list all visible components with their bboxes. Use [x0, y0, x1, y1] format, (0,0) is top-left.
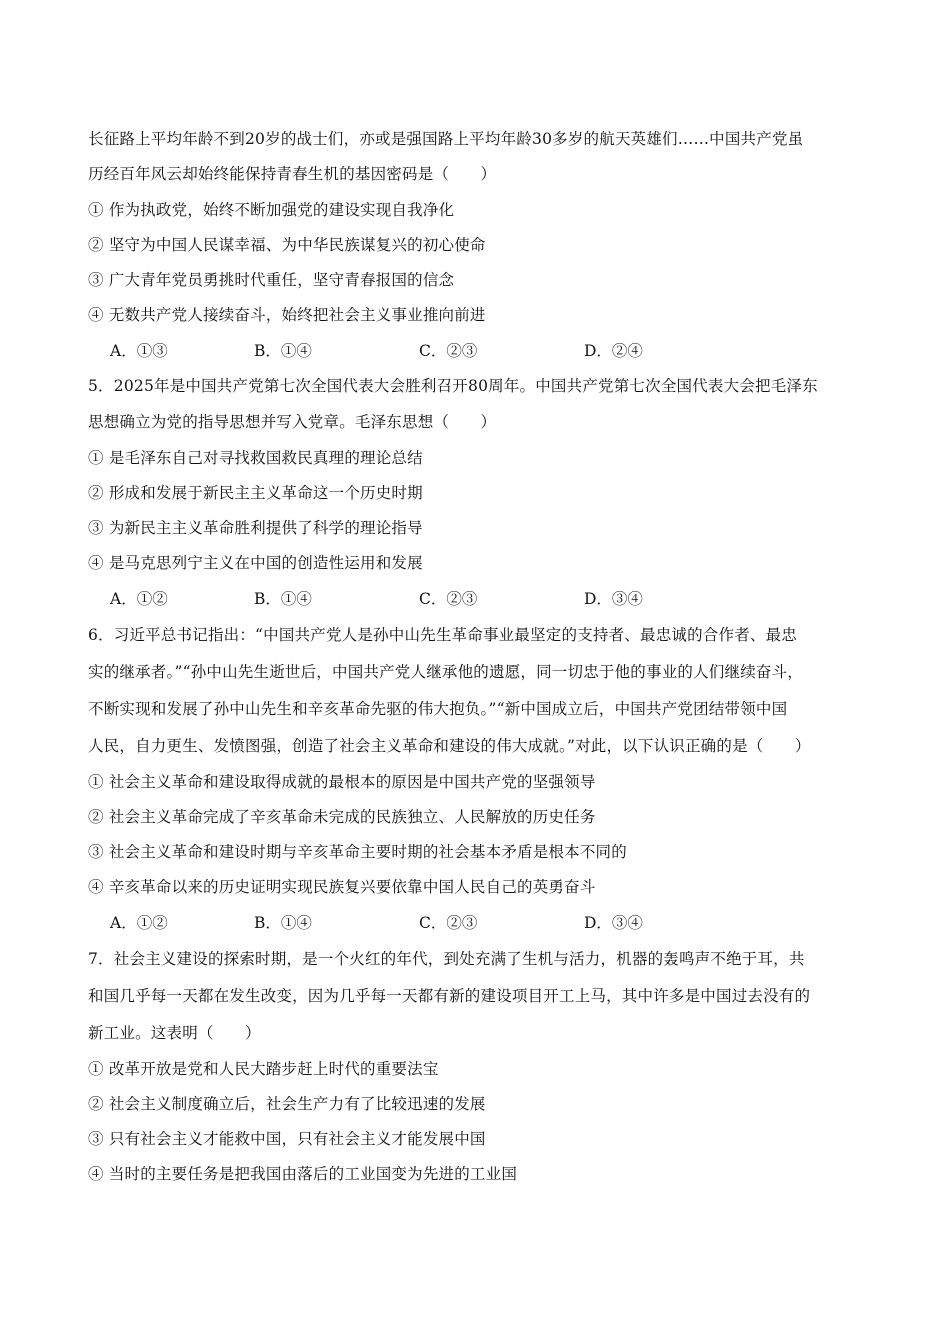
q4-item-3: ③ 广大青年党员勇挑时代重任，坚守青春报国的信念 — [88, 271, 455, 289]
q4-stem-line-2: 历经百年风云却始终能保持青春生机的基因密码是（ ） — [88, 165, 497, 183]
q6-item-3: ③ 社会主义革命和建设时期与辛亥革命主要时期的社会基本矛盾是根本不同的 — [88, 843, 627, 861]
q4-stem-line-1: 长征路上平均年龄不到20岁的战士们，亦或是强国路上平均年龄30多岁的航天英雄们……中国共产党虽 — [88, 130, 804, 148]
q5-stem-line-1: 5．2025年是中国共产党第七次全国代表大会胜利召开80周年。中国共产党第七次全国代表大会把毛泽东 — [88, 377, 818, 395]
q4-item-1: ① 作为执政党，始终不断加强党的建设实现自我净化 — [88, 201, 455, 219]
q5-item-4: ④ 是马克思列宁主义在中国的创造性运用和发展 — [88, 554, 423, 572]
q7-stem-line-3: 新工业。这表明（ ） — [88, 1024, 261, 1042]
q6-stem-line-2: 实的继承者。”“孙中山先生逝世后，中国共产党人继承他的遗愿，同一切忠于他的事业的人们继续奋斗， — [88, 663, 804, 681]
q4-item-2: ② 坚守为中国人民谋幸福、为中华民族谋复兴的初心使命 — [88, 236, 486, 254]
q5-item-1: ① 是毛泽东自己对寻找救国救民真理的理论总结 — [88, 449, 423, 467]
q6-option-a[interactable]: A．①② — [110, 914, 168, 932]
q6-item-4: ④ 辛亥革命以来的历史证明实现民族复兴要依靠中国人民自己的英勇奋斗 — [88, 878, 596, 896]
q7-stem-line-2: 和国几乎每一天都在发生改变，因为几乎每一天都有新的建设项目开工上马，其中许多是中国过去没有的 — [88, 987, 811, 1005]
q4-option-a[interactable]: A．①③ — [110, 342, 168, 360]
q4-option-c[interactable]: C．②③ — [419, 342, 478, 360]
q6-stem-line-3: 不断实现和发展了孙中山先生和辛亥革命先驱的伟大抱负。”“新中国成立后，中国共产党团结带领中国 — [88, 700, 788, 718]
q5-item-3: ③ 为新民主主义革命胜利提供了科学的理论指导 — [88, 519, 423, 537]
q6-option-b[interactable]: B．①④ — [254, 914, 312, 932]
q4-option-d[interactable]: D．②④ — [584, 342, 643, 360]
q7-item-1: ① 改革开放是党和人民大踏步赶上时代的重要法宝 — [88, 1060, 439, 1078]
q5-option-d[interactable]: D．③④ — [584, 590, 643, 608]
q5-option-b[interactable]: B．①④ — [254, 590, 312, 608]
q6-stem-line-1: 6．习近平总书记指出：“中国共产党人是孙中山先生革命事业最坚定的支持者、最忠诚的合作者、最忠 — [88, 626, 797, 644]
q7-stem-line-1: 7．社会主义建设的探索时期，是一个火红的年代，到处充满了生机与活力，机器的轰鸣声不绝于耳，共 — [88, 950, 805, 968]
q6-item-2: ② 社会主义革命完成了辛亥革命未完成的民族独立、人民解放的历史任务 — [88, 808, 596, 826]
q7-item-4: ④ 当时的主要任务是把我国由落后的工业国变为先进的工业国 — [88, 1165, 518, 1183]
q5-option-c[interactable]: C．②③ — [419, 590, 478, 608]
q7-item-2: ② 社会主义制度确立后，社会生产力有了比较迅速的发展 — [88, 1095, 486, 1113]
q6-option-d[interactable]: D．③④ — [584, 914, 643, 932]
q6-stem-line-4: 人民，自力更生、发愤图强，创造了社会主义革命和建设的伟大成就。”对此，以下认识正确的是（ ） — [88, 737, 811, 755]
q4-item-4: ④ 无数共产党人接续奋斗，始终把社会主义事业推向前进 — [88, 306, 486, 324]
q6-option-c[interactable]: C．②③ — [419, 914, 478, 932]
q6-item-1: ① 社会主义革命和建设取得成就的最根本的原因是中国共产党的坚强领导 — [88, 773, 596, 791]
q5-item-2: ② 形成和发展于新民主主义革命这一个历史时期 — [88, 484, 423, 502]
q7-item-3: ③ 只有社会主义才能救中国，只有社会主义才能发展中国 — [88, 1130, 486, 1148]
q5-stem-line-2: 思想确立为党的指导思想并写入党章。毛泽东思想（ ） — [88, 413, 497, 431]
q5-option-a[interactable]: A．①② — [110, 590, 168, 608]
q4-option-b[interactable]: B．①④ — [254, 342, 312, 360]
